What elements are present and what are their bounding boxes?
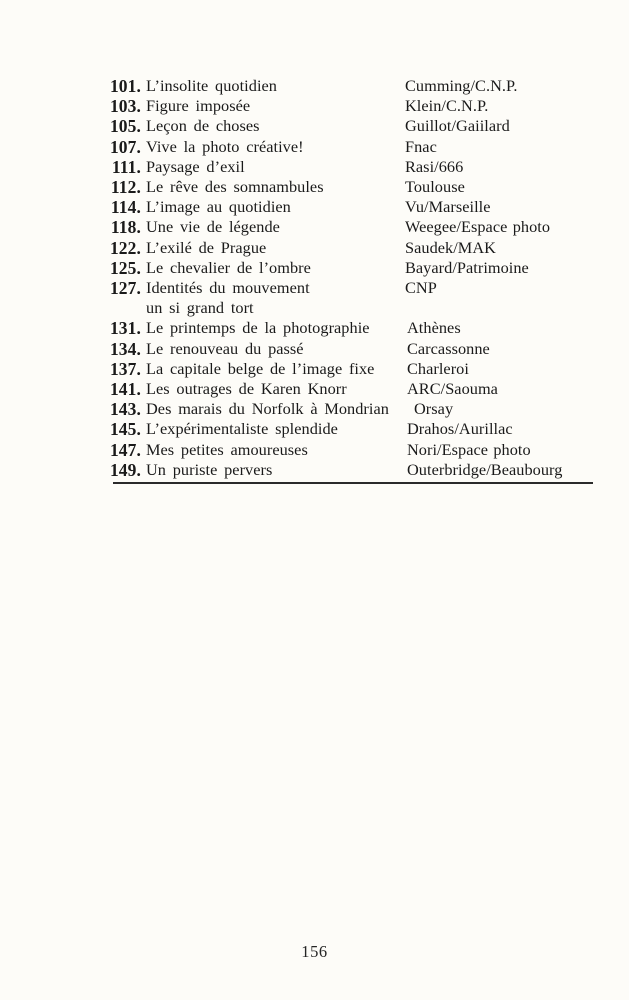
entry-number-separator: . <box>136 338 141 359</box>
entry-title: L’image au quotidien <box>146 197 291 217</box>
entry-number-separator: . <box>136 197 141 218</box>
entry-number: 114. <box>110 197 141 218</box>
entry-number: 105. <box>109 116 141 137</box>
entry-title: Des marais du Norfolk à Mondrian <box>146 399 389 419</box>
entry-number: 127. <box>109 278 141 298</box>
entry-number-separator: . <box>136 96 141 117</box>
entry-number-separator: . <box>136 318 141 339</box>
entry-number-separator: . <box>136 439 141 460</box>
entry-title: Leçon de choses <box>146 116 260 136</box>
entry-title: Un puriste pervers <box>146 459 273 479</box>
entry-number: 101. <box>109 76 141 96</box>
page-number: 156 <box>301 942 328 961</box>
entry-venue: Carcassonne <box>407 338 490 358</box>
entry-venue: Athènes <box>407 318 461 338</box>
entry-title: Identités du mouvement <box>146 278 310 297</box>
entry-venue: Nori/Espace photo <box>407 439 531 459</box>
entry-number: 141. <box>109 379 141 399</box>
entry-venue: Fnac <box>405 136 437 156</box>
entry-number-separator: . <box>136 257 141 278</box>
entry-number-separator: . <box>136 419 141 440</box>
entry-title: Le rêve des somnambules <box>146 177 324 196</box>
entry-title: Le chevalier de l’ombre <box>146 257 311 277</box>
entry-venue: Rasi/666 <box>405 156 464 176</box>
entry-venue: Vu/Marseille <box>405 197 491 217</box>
entry-title: L’exilé de Prague <box>146 237 267 257</box>
entry-number: 145. <box>109 419 141 440</box>
entry-title: Vive la photo créative! <box>146 136 304 156</box>
entry-number: 118. <box>110 217 141 238</box>
entry-number: 107. <box>109 136 141 157</box>
entry-title: L’expérimentaliste splendide <box>146 419 338 439</box>
entry-venue: Bayard/Patrimoine <box>405 257 529 277</box>
entry-number: 111. <box>111 156 141 177</box>
entry-number-separator: . <box>136 156 141 177</box>
entry-number-separator: . <box>136 399 141 420</box>
entry-number-separator: . <box>136 177 141 197</box>
entry-venue: Weegee/Espace photo <box>405 217 551 237</box>
entry-number-separator: . <box>136 76 141 96</box>
entry-number: 147. <box>109 439 141 460</box>
entry-number-separator: . <box>136 278 141 298</box>
entry-title: Le printemps de la photographie <box>146 318 370 338</box>
entry-venue: Drahos/Aurillac <box>407 419 513 439</box>
entry-number: 143. <box>109 399 141 420</box>
entry-number-separator: . <box>136 217 141 238</box>
entry-title: Figure imposée <box>146 96 251 116</box>
entry-title: Les outrages de Karen Knorr <box>146 379 347 398</box>
entry-number: 125. <box>109 257 141 278</box>
entry-number: 149. <box>109 459 141 480</box>
horizontal-rule <box>113 482 593 484</box>
entry-number: 112. <box>110 177 141 197</box>
entry-number: 122. <box>109 237 141 258</box>
entry-number-separator: . <box>136 237 141 258</box>
entry-venue: Orsay <box>414 399 454 419</box>
entry-title: Le renouveau du passé <box>146 338 304 358</box>
entry-venue: Klein/C.N.P. <box>405 96 489 116</box>
entry-number-separator: . <box>136 358 141 379</box>
entry-number: 134. <box>109 338 141 359</box>
entry-number: 137. <box>109 358 141 379</box>
entry-venue: Toulouse <box>405 177 465 196</box>
entry-number-separator: . <box>136 459 141 480</box>
entry-venue: Cumming/C.N.P. <box>405 76 518 95</box>
entry-title: Paysage d’exil <box>146 156 245 176</box>
entry-title: Mes petites amoureuses <box>146 439 308 459</box>
entry-title: L’insolite quotidien <box>146 76 277 95</box>
entry-number-separator: . <box>136 136 141 157</box>
entry-title: Une vie de légende <box>146 217 280 237</box>
entry-number: 103. <box>109 96 141 117</box>
entry-venue: CNP <box>405 278 437 297</box>
entry-venue: Charleroi <box>407 358 469 378</box>
entry-number-separator: . <box>136 379 141 399</box>
entry-venue: ARC/Saouma <box>407 379 498 398</box>
entry-number-separator: . <box>136 116 141 137</box>
entry-title-continuation: un si grand tort <box>146 298 254 318</box>
index-entry-list <box>103 76 603 480</box>
entry-venue: Guillot/Gaiilard <box>405 116 510 136</box>
entry-venue: Outerbridge/Beaubourg <box>407 459 563 479</box>
entry-title: La capitale belge de l’image fixe <box>146 358 375 378</box>
entry-venue: Saudek/MAK <box>405 237 496 257</box>
entry-number: 131. <box>109 318 141 339</box>
